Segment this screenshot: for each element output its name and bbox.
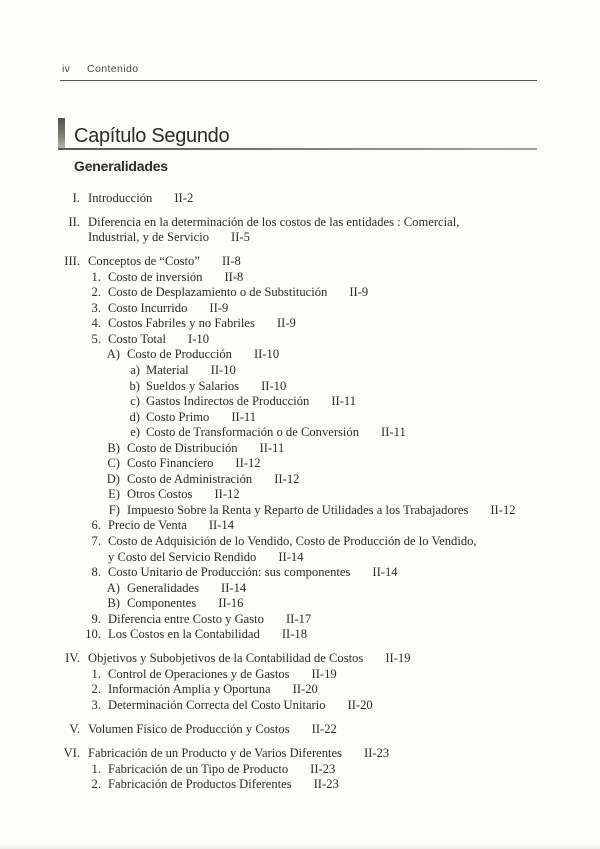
toc-entry-marker: 3. — [91, 300, 101, 315]
toc-entry-page: II-23 — [310, 761, 336, 776]
toc-entry-title: Costo Financiero — [127, 456, 214, 471]
toc-entry-page: II-22 — [311, 722, 337, 736]
toc-entry-marker: A) — [106, 580, 120, 595]
header-page-number: iv — [62, 63, 71, 75]
toc-entry-title: Costo Unitario de Producción: sus componentes — [108, 565, 351, 580]
toc-entry — [60, 394, 560, 410]
toc-entry-title: Costo de Producción — [127, 347, 232, 362]
header-running-title: Contenido — [87, 63, 139, 75]
toc-entry-title: Determinación Correcta del Costo Unitario — [108, 697, 326, 712]
toc-entry-title: Costo de Distribución — [127, 440, 238, 455]
toc-entry — [60, 651, 560, 667]
toc-entry — [60, 425, 560, 441]
toc-entry — [60, 612, 560, 628]
toc-entry-page: II-17 — [285, 611, 312, 626]
toc-entry-title: Volumen Físico de Producción y Costos — [88, 722, 290, 736]
toc-entry-marker: 1. — [91, 269, 101, 284]
toc-entry-page: II-12 — [214, 487, 240, 502]
toc-entry-title: Conceptos de “Costo” — [88, 254, 200, 269]
toc-entry — [60, 441, 560, 457]
toc-entry — [60, 627, 560, 643]
toc-entry-page: II-10 — [210, 362, 236, 377]
toc-entry-title: Impuesto Sobre la Renta y Reparto de Utilidades a los Trabajadores — [127, 502, 469, 517]
toc-entry-title: Costo de Desplazamiento o de Substitución — [108, 285, 328, 300]
chapter-title: Capítulo Segundo — [74, 125, 230, 147]
toc-entry-marker: V. — [69, 722, 80, 736]
toc-entry — [60, 503, 560, 519]
toc-entry-page: I-10 — [188, 331, 209, 346]
toc-entry-marker: 10. — [85, 627, 101, 642]
toc-entry — [60, 472, 560, 488]
toc-entry-marker: e) — [130, 425, 140, 440]
toc-entry-title: Otros Costos — [127, 487, 193, 502]
toc-entry-marker: d) — [129, 409, 140, 424]
toc-entry-title: Costo Primo — [146, 409, 210, 424]
toc-entry-marker: a) — [130, 362, 140, 377]
toc-entry — [60, 596, 560, 612]
toc-entry — [60, 746, 560, 762]
toc-entry-marker: 1. — [91, 666, 101, 681]
toc-entry — [60, 456, 560, 472]
header-rule — [60, 80, 537, 81]
toc-entry — [60, 722, 560, 738]
toc-entry-marker: F) — [108, 502, 120, 517]
toc-entry — [60, 347, 560, 363]
toc-entry-marker: 2. — [91, 682, 101, 697]
toc-entry-marker: 2. — [91, 285, 101, 300]
toc-entry-marker: III. — [64, 254, 80, 269]
toc-entry-title: Fabricación de un Producto y de Varios Diferentes — [88, 746, 343, 761]
toc-entry-marker: B) — [107, 440, 120, 455]
toc-entry-page: II-10 — [261, 378, 287, 393]
toc-entry-page: II-11 — [259, 440, 285, 455]
table-of-contents — [60, 182, 560, 793]
toc-entry-marker: B) — [107, 596, 120, 611]
toc-entry-title: Los Costos en la Contabilidad — [108, 627, 260, 642]
toc-entry — [60, 230, 560, 246]
toc-entry-title: Costo de Transformación o de Conversión — [146, 425, 360, 440]
toc-entry-marker: 3. — [91, 697, 101, 712]
toc-entry — [60, 534, 560, 550]
toc-entry-page: II-20 — [347, 697, 373, 712]
toc-entry-page: II-14 — [372, 565, 398, 580]
toc-entry — [60, 254, 560, 270]
toc-entry-page: II-9 — [276, 316, 296, 331]
toc-entry-marker: 5. — [91, 331, 101, 346]
toc-entry-marker: 6. — [91, 518, 101, 533]
toc-entry-marker: I. — [72, 190, 80, 205]
toc-entry-page: II-11 — [331, 394, 357, 409]
toc-entry-marker: 4. — [91, 316, 101, 331]
toc-entry-page: II-14 — [208, 518, 234, 533]
chapter-rule — [58, 148, 537, 150]
toc-entry-title: Gastos Indirectos de Producción — [146, 394, 310, 409]
toc-entry-page: II-12 — [490, 502, 516, 517]
toc-entry-title: Precio de Venta — [108, 518, 187, 533]
toc-entry-title: Industrial, y de Servicio — [88, 230, 210, 245]
toc-entry-title: Material — [146, 362, 189, 377]
toc-entry-marker: II. — [68, 214, 80, 229]
toc-entry-page: II-18 — [281, 627, 308, 642]
toc-entry-marker — [60, 550, 101, 566]
toc-entry-page: II-20 — [292, 682, 318, 697]
toc-entry-title: Costo Incurrido — [108, 300, 188, 315]
toc-entry-marker — [60, 230, 80, 246]
toc-entry-page: II-5 — [231, 230, 250, 245]
toc-entry-page: II-19 — [311, 666, 337, 681]
toc-entry — [60, 667, 560, 683]
toc-entry-title: Costo de Adquisición de lo Vendido, Costo de Producción de lo Vendido, — [108, 533, 477, 548]
toc-entry — [60, 191, 560, 207]
toc-entry-marker: c) — [130, 394, 140, 409]
toc-entry-page: II-2 — [174, 190, 194, 205]
toc-entry-marker: 2. — [91, 777, 101, 792]
toc-entry-title: Costos Fabriles y no Fabriles — [108, 316, 255, 331]
toc-entry-marker: D) — [106, 471, 120, 486]
toc-entry — [60, 550, 560, 566]
toc-entry-marker: E) — [108, 487, 120, 502]
toc-entry — [60, 285, 560, 301]
toc-entry-title: Sueldos y Salarios — [146, 378, 240, 393]
toc-entry-marker: 1. — [91, 761, 101, 776]
toc-entry — [60, 410, 560, 426]
toc-entry — [60, 215, 560, 231]
toc-entry — [60, 379, 560, 395]
toc-entry — [60, 487, 560, 503]
chapter-subtitle: Generalidades — [74, 158, 168, 174]
toc-entry-marker: C) — [107, 456, 120, 471]
toc-entry-page: II-16 — [218, 596, 244, 611]
page-bottom-shade — [0, 844, 600, 849]
toc-entry-marker: 7. — [91, 533, 101, 548]
toc-entry — [60, 301, 560, 317]
toc-entry-marker: IV. — [65, 651, 80, 666]
toc-entry-page: II-19 — [385, 651, 411, 666]
toc-entry-title: Generalidades — [127, 580, 200, 595]
toc-entry-title: Introducción — [88, 190, 153, 205]
toc-entry-page: II-12 — [235, 456, 261, 471]
toc-entry — [60, 777, 560, 793]
toc-entry — [60, 332, 560, 348]
toc-entry-page: II-10 — [253, 347, 280, 362]
toc-entry-page: II-14 — [221, 580, 247, 595]
toc-entry — [60, 316, 560, 332]
toc-entry — [60, 565, 560, 581]
toc-entry-title: y Costo del Servicio Rendido — [108, 549, 257, 564]
toc-entry-page: II-9 — [349, 285, 369, 300]
toc-entry-page: II-9 — [209, 300, 229, 315]
toc-entry-title: Fabricación de Productos Diferentes — [108, 777, 292, 792]
toc-entry — [60, 581, 560, 597]
toc-entry-page: II-8 — [221, 254, 241, 269]
toc-entry-page: II-12 — [274, 471, 300, 486]
toc-entry-marker: 8. — [91, 565, 101, 580]
toc-entry-marker: b) — [129, 378, 140, 393]
toc-entry-title: Diferencia entre Costo y Gasto — [108, 611, 264, 626]
toc-entry — [60, 270, 560, 286]
toc-entry-page: II-11 — [381, 425, 406, 440]
toc-entry — [60, 698, 560, 714]
toc-entry-title: Componentes — [127, 596, 197, 611]
toc-entry-title: Información Amplia y Oportuna — [108, 682, 271, 697]
toc-entry-marker: VI. — [63, 746, 80, 761]
toc-entry-page: II-11 — [231, 409, 257, 424]
toc-entry-page: II-23 — [313, 777, 339, 792]
toc-entry — [60, 518, 560, 534]
toc-entry-title: Objetivos y Subobjetivos de la Contabilidad de Costos — [88, 651, 364, 666]
toc-entry-title: Control de Operaciones y de Gastos — [108, 666, 290, 681]
toc-entry-marker: A) — [106, 347, 120, 362]
toc-entry-title: Costo de Administración — [127, 471, 253, 486]
toc-entry — [60, 363, 560, 379]
toc-entry-page: II-14 — [278, 549, 304, 564]
toc-entry-page: II-23 — [364, 746, 390, 761]
toc-entry-title: Diferencia en la determinación de los costos de las entidades : Comercial, — [88, 214, 460, 229]
chapter-accent-bar — [58, 118, 65, 148]
toc-entry-title: Costo Total — [108, 331, 167, 346]
toc-entry — [60, 762, 560, 778]
toc-entry-title: Fabricación de un Tipo de Producto — [108, 761, 289, 776]
toc-entry-title: Costo de inversión — [108, 269, 203, 284]
toc-entry-page: II-8 — [224, 269, 244, 284]
toc-entry-marker: 9. — [91, 611, 101, 626]
toc-entry — [60, 682, 560, 698]
